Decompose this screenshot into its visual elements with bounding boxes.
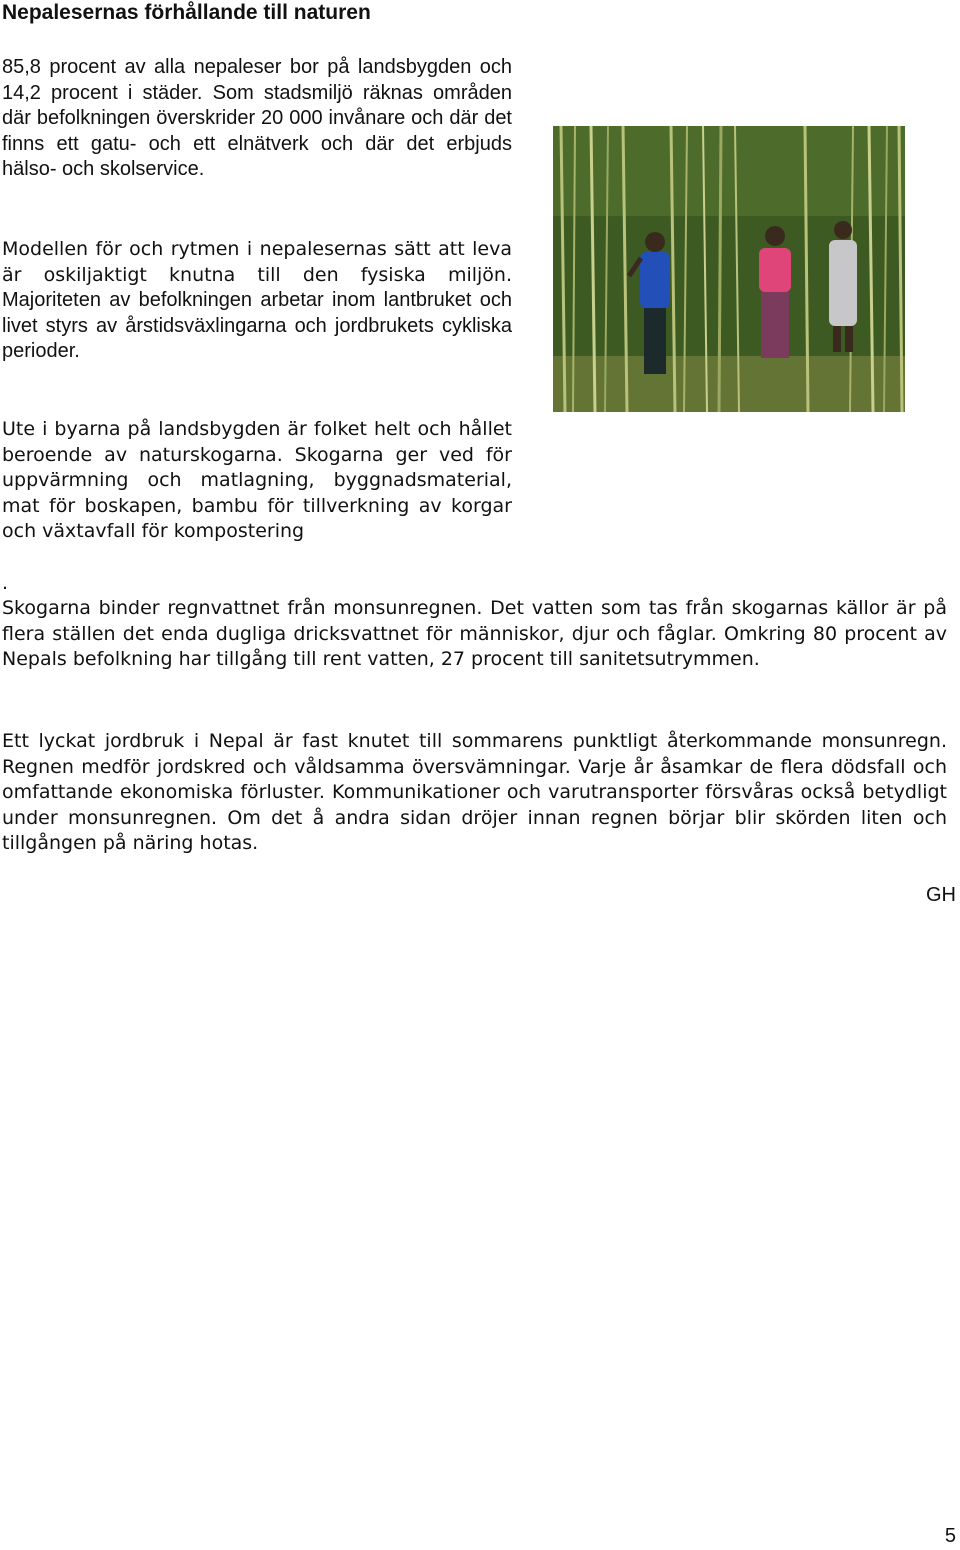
paragraph-population: 85,8 procent av alla nepaleser bor på landsbygden och 14,2 procent i städer. Som stadsmiljö räknas områden där befolkningen överskrider 20 000 invånare och där det finns ett gatu- och ett elnätverk och där det erbjuds hälso- och skolservice. (2, 56, 512, 181)
paragraph-lifestyle-second: Majoriteten av befolkningen arbetar inom lantbruket och livet styrs av årstidsväxlingarna och jordbrukets cykliska perioder. (2, 289, 512, 363)
paragraph-forests (2, 417, 512, 545)
paragraph-forests-second: Skogarna ger ved för uppvärmning och matlagning, byggnadsmaterial, mat för boskapen, bambu för tillverkning av korgar och växtavfall för kompostering (2, 443, 512, 543)
author-signature: GH (926, 884, 956, 906)
paragraph-water: Skogarna binder regnvattnet från monsunregnen. Det vatten som tas från skogarnas källor är på flera ställen det enda dugliga dricksvattnet för människor, djur och fåglar. Omkring 80 procent av Nepals befolkning har tillgång till rent vatten, 27 procent till sanitetsutrymmen. (2, 597, 947, 671)
page-number: 5 (944, 1525, 956, 1547)
paragraph-lifestyle-first: Modellen för och rytmen i nepalesernas sätt att leva är oskiljaktigt knutna till den fysiska miljön. (2, 238, 512, 286)
page-title: Nepalesernas förhållande till naturen (2, 1, 371, 24)
paragraph-forests-first: Ute i byarna på landsbygden är folket helt och hållet beroende av naturskogarna. (2, 418, 512, 466)
paragraph-forests-period: . (2, 572, 9, 594)
paragraph-monsoon: Ett lyckat jordbruk i Nepal är fast knutet till sommarens punktligt återkommande monsunregn. Regnen medför jordskred och våldsamma översvämningar. Varje år åsamkar de flera dödsfall och omfattande ekonomiska förluster. Kommunikationer och varutransporter försvåras också betydligt under monsunregnen. Om det å andra sidan dröjer innan regnen börjar blir skörden liten och tillgången på näring hotas. (2, 730, 947, 855)
forest-photo (553, 126, 905, 412)
paragraph-lifestyle (2, 237, 512, 365)
forest-photo-drawing (553, 126, 905, 412)
